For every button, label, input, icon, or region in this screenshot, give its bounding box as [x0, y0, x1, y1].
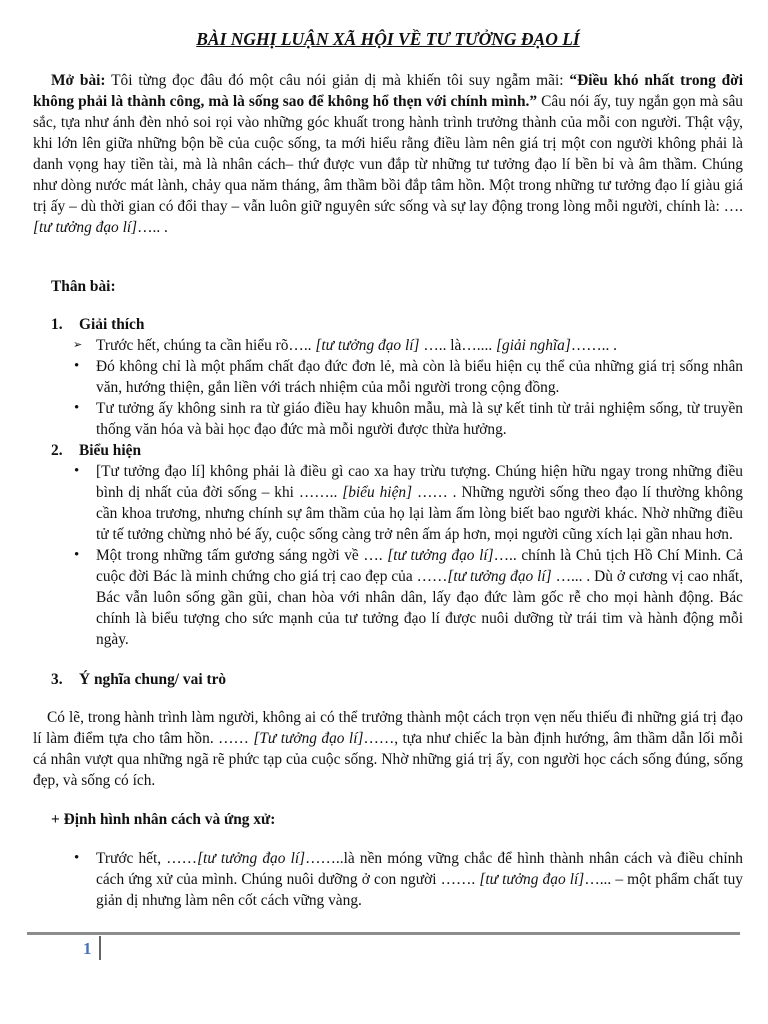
page-number: 1	[83, 939, 92, 958]
page-number-divider	[99, 936, 101, 960]
item-text: Trước hết, chúng ta cần hiểu rõ…..	[96, 337, 312, 354]
section-1-list	[33, 335, 743, 440]
list-item	[33, 848, 743, 911]
paragraph-text: ……, tựa như chiếc la bàn định hướng, âm thầm dẫn lối mỗi cá nhân vượt qua những ngã rẽ phức tạp của cuộc sống. Nhờ những giá trị ấy, con người học cách sống đúng, sống đẹp, và sống có ích.	[33, 730, 743, 789]
section-1-number: 1.	[51, 316, 63, 333]
list-item: • Tư tưởng ấy không sinh ra từ giáo điều hay khuôn mẫu, mà là sự kết tinh từ trải nghiệm sống, từ truyền thống văn hóa và bài học đạo đức mà mỗi người được thừa hưởng.	[33, 398, 743, 440]
item-text: …... – một phẩm chất tuy giản dị nhưng làm nên cốt cách vững vàng.	[96, 871, 743, 909]
placeholder-text: [tư tưởng đạo lí]	[447, 568, 552, 585]
intro-placeholder: [tư tưởng đạo lí]	[33, 219, 138, 236]
intro-paragraph	[33, 70, 743, 238]
section-3-paragraph	[33, 707, 743, 791]
placeholder-text: [tư tưởng đạo lí]	[387, 547, 494, 564]
item-text: [Tư tưởng đạo lí] không phải là điều gì cao xa hay trừu tượng. Chúng hiện hữu ngay trong những điều bình dị nhất của đời sống – khi ……..	[96, 463, 743, 501]
section-2-number: 2.	[51, 442, 63, 459]
item-text: ……..là nền móng vững chắc để hình thành nhân cách và điều chỉnh cách ứng xử của mình. Chúng nuôi dưỡng ở con người …….	[96, 850, 743, 888]
placeholder-text: [biểu hiện]	[342, 484, 413, 501]
body-label	[51, 276, 761, 297]
footer-divider	[27, 932, 740, 935]
intro-section	[33, 70, 743, 238]
list-item	[33, 545, 743, 650]
subsection-personality	[51, 809, 761, 830]
item-text: …... . Dù ở cương vị cao nhất, Bác vẫn luôn sống gần gũi, chan hòa với nhân dân, lấy đạo đức làm gốc rễ cho mọi hành động. Bác chính là biểu tượng cho sức mạnh của tư tưởng đạo lí được nuôi dưỡng từ trái tim và hành động mỗi ngày.	[96, 568, 743, 648]
section-3-number: 3.	[51, 671, 63, 688]
section-1-title: Giải thích	[79, 316, 145, 333]
section-2-title: Biểu hiện	[79, 442, 142, 459]
intro-text-1: Tôi từng đọc đâu đó một câu nói giản dị mà khiến tôi suy ngẫm mãi:	[111, 72, 564, 89]
body-heading: Thân bài:	[51, 278, 116, 295]
intro-text-4: ….. .	[137, 219, 168, 236]
intro-quote: “Điều khó nhất trong đời không phải là thành công, mà là sống sao để không hổ thẹn với chính mình.”	[33, 72, 743, 110]
paragraph-text: Có lẽ, trong hành trình làm người, không ai có thể trưởng thành một cách trọn vẹn nếu thiếu đi những giá trị đạo lí làm điểm tựa cho tâm hồn. ……	[33, 709, 743, 747]
document-title: BÀI NGHỊ LUẬN XÃ HỘI VỀ TƯ TƯỞNG ĐẠO LÍ	[196, 29, 580, 49]
placeholder-text: [Tư tưởng đạo lí]	[253, 730, 364, 747]
list-item	[33, 461, 743, 545]
list-item: • Đó không chỉ là một phẩm chất đạo đức đơn lẻ, mà còn là biểu hiện cụ thể của những giá trị sống nhân văn, hướng thiện, gắn liền với trách nhiệm của mỗi người trong cộng đồng.	[33, 356, 743, 398]
section-2-list	[33, 461, 743, 650]
placeholder-text: [tư tưởng đạo lí]	[197, 850, 306, 867]
placeholder-text: [tư tưởng đạo lí]	[479, 871, 585, 888]
item-text: …….. .	[570, 337, 618, 354]
list-item	[33, 335, 743, 356]
item-text: Một trong những tấm gương sáng ngời về ….	[96, 547, 383, 564]
section-3-title: Ý nghĩa chung/ vai trò	[79, 671, 227, 688]
placeholder-text: [tư tưởng đạo lí]	[315, 337, 420, 354]
item-text: ….. chính là Chủ tịch Hồ Chí Minh. Cả cuộc đời Bác là minh chứng cho giá trị cao đẹp của ……	[96, 547, 743, 585]
subsection-list	[33, 848, 743, 911]
intro-text-2: Câu nói ấy, tuy ngắn gọn mà sâu sắc, tựa như ánh đèn nhỏ soi rọi vào những góc khuất trong hành trình trưởng thành của mỗi con người. Thật vậy, khi lớn lên giữa những bộn bề của cuộc sống, ta mới hiểu rằng điều làm nên giá trị một con người không phải là danh vọng hay tiền tài, mà là nhân cách– thứ được vun đắp từ những tư tưởng đạo lí bền bỉ và âm thầm. Chúng như dòng nước mát lành, chảy qua năm tháng, âm thầm bồi đắp tâm hồn. Một trong những tư tưởng đạo lí giàu giá trị ấy – dù thời gian có đổi thay – vẫn luôn giữ nguyên sức sống và sự lay động trong lòng mỗi người, chính là: ….	[33, 93, 743, 215]
meaning-paragraph	[33, 707, 743, 791]
intro-label: Mở bài:	[51, 72, 106, 89]
placeholder-text: [giải nghĩa]	[496, 337, 571, 354]
item-text: ….. là…....	[423, 337, 493, 354]
item-text: …… . Những người sống theo đạo lí thường không cần khoa trương, nhưng chính sự âm thầm của họ lại làm ấm lòng biết bao người khác. Nhờ những điều tử tế tưởng chừng nhỏ bé ấy, cuộc sống càng trở nên ấm áp hơn, mọi người cũng xích lại gần nhau hơn.	[96, 484, 743, 543]
subsection-heading: + Định hình nhân cách và ứng xử:	[51, 811, 276, 828]
item-text: Trước hết, ……	[96, 850, 198, 867]
